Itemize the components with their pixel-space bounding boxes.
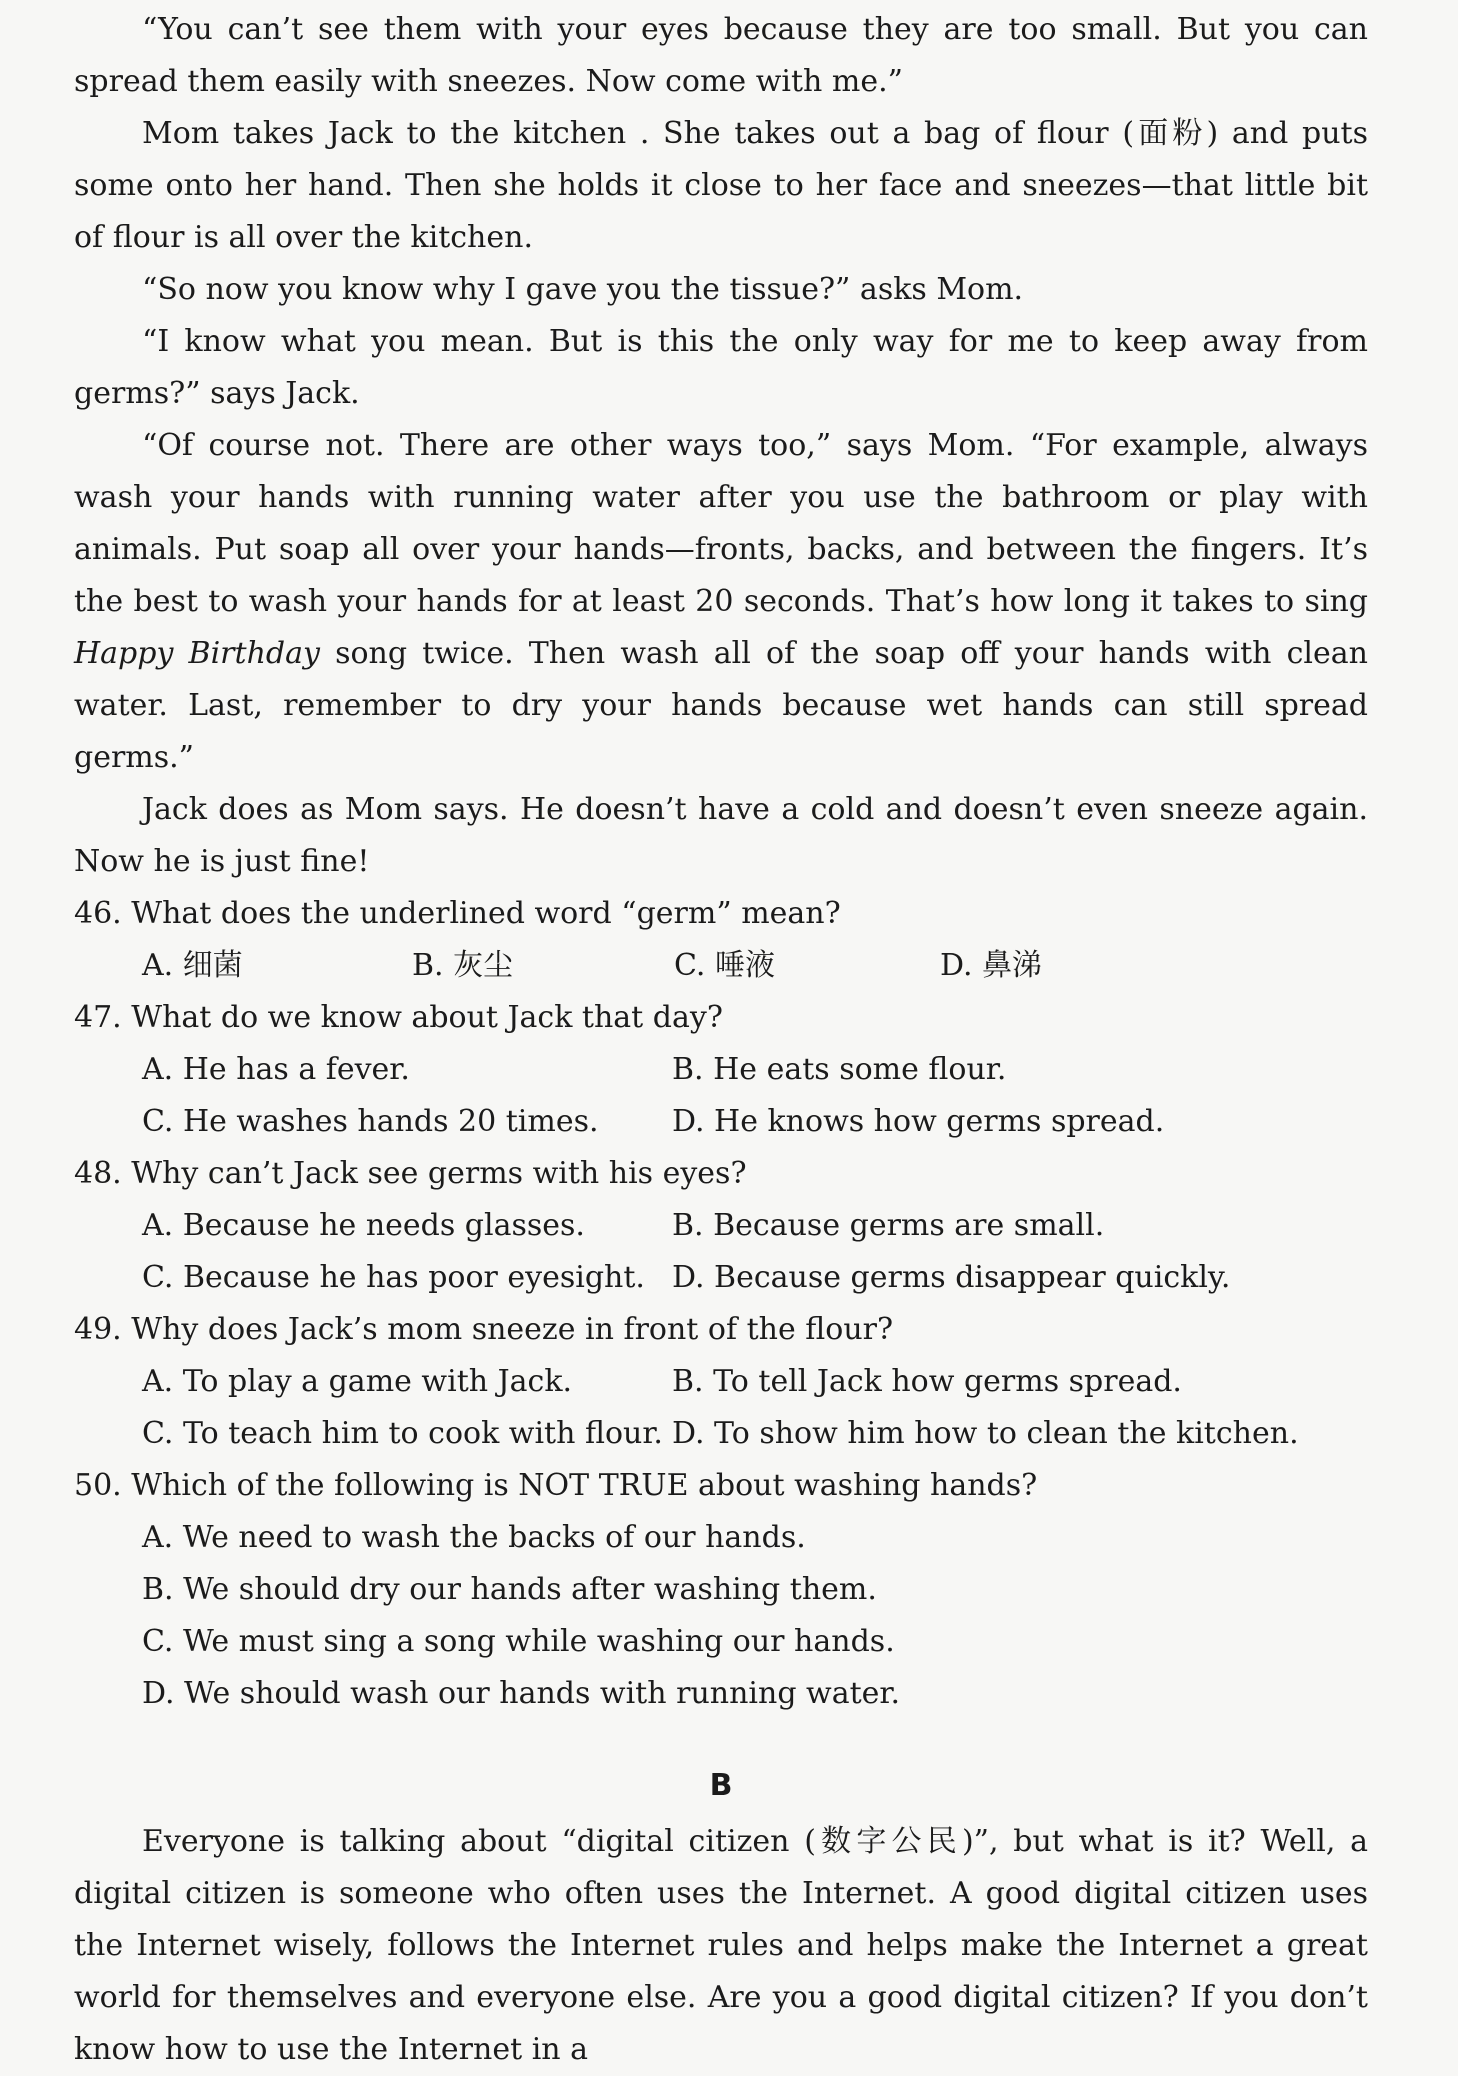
- question-options: [142, 1200, 1368, 1304]
- story-paragraph-5: [74, 420, 1368, 784]
- question-stem: 46. What does the underlined word “germ” mean?: [74, 896, 841, 931]
- option-c: C. We must sing a song while washing our hands.: [142, 1624, 895, 1659]
- option-b: B. Because germs are small.: [672, 1208, 1105, 1243]
- question-stem: 48. Why can’t Jack see germs with his eyes?: [74, 1156, 747, 1191]
- story-paragraph-4: “I know what you mean. But is this the only way for me to keep away from germs?” says Jack.: [74, 324, 1368, 411]
- section-b-title: B: [709, 1768, 733, 1803]
- option-a: A. 细菌: [142, 948, 243, 983]
- question-47: [74, 992, 1368, 1148]
- story-paragraph-3: “So now you know why I gave you the tissue?” asks Mom.: [142, 272, 1024, 307]
- question-options: [142, 1356, 1368, 1460]
- option-d: D. Because germs disappear quickly.: [672, 1260, 1231, 1295]
- question-stem: 49. Why does Jack’s mom sneeze in front of the flour?: [74, 1312, 894, 1347]
- option-a: A. To play a game with Jack.: [142, 1364, 573, 1399]
- option-c: C. He washes hands 20 times.: [142, 1104, 599, 1139]
- story-paragraph-5-part-1: “Of course not. There are other ways too,” says Mom. “For example, always wash your hands with running water after you use the bathroom or play with animals. Put soap all over your hands—fronts, backs, and between the fingers. It’s the best to wash your hands for at least 20 seconds. That’s how long it takes to sing: [74, 428, 1368, 619]
- story-paragraph-2: Mom takes Jack to the kitchen . She takes out a bag of flour (面粉) and puts some onto her hand. Then she holds it close to her face and sneezes—that little bit of flour is all over the kitchen.: [74, 116, 1368, 255]
- story-paragraph-6: Jack does as Mom says. He doesn’t have a cold and doesn’t even sneeze again. Now he is just fine!: [74, 792, 1368, 879]
- question-stem: 47. What do we know about Jack that day?: [74, 1000, 723, 1035]
- question-options: [142, 1512, 1368, 1720]
- question-options: [142, 1044, 1368, 1148]
- option-a: A. Because he needs glasses.: [142, 1208, 585, 1243]
- song-title: Happy Birthday: [74, 636, 320, 671]
- option-b: B. We should dry our hands after washing them.: [142, 1572, 877, 1607]
- question-48: [74, 1148, 1368, 1304]
- question-50: [74, 1460, 1368, 1720]
- section-b-paragraph-1: Everyone is talking about “digital citizen (数字公民)”, but what is it? Well, a digital citizen is someone who often uses the Internet. A good digital citizen uses the Internet wisely, follows the Internet rules and helps make the Internet a great world for themselves and everyone else. Are you a good digital citizen? If you don’t know how to use the Internet in a: [74, 1824, 1368, 2067]
- option-d: D. He knows how germs spread.: [672, 1104, 1165, 1139]
- option-d: D. 鼻涕: [940, 948, 1043, 983]
- question-stem: 50. Which of the following is NOT TRUE about washing hands?: [74, 1468, 1038, 1503]
- option-c: C. To teach him to cook with flour.: [142, 1416, 663, 1451]
- option-b: B. To tell Jack how germs spread.: [672, 1364, 1182, 1399]
- question-46: [74, 888, 1368, 992]
- option-b: B. He eats some flour.: [672, 1052, 1007, 1087]
- option-a: A. He has a fever.: [142, 1052, 410, 1087]
- option-c: C. 唾液: [674, 948, 775, 983]
- story-paragraph-1: “You can’t see them with your eyes because they are too small. But you can spread them easily with sneezes. Now come with me.”: [74, 12, 1368, 99]
- option-d: D. To show him how to clean the kitchen.: [672, 1416, 1299, 1451]
- story-paragraph-5-part-2: song twice. Then wash all of the soap off your hands with clean water. Last, remember to dry your hands because wet hands can still spread germs.”: [74, 636, 1368, 775]
- option-d: D. We should wash our hands with running water.: [142, 1676, 901, 1711]
- option-c: C. Because he has poor eyesight.: [142, 1260, 645, 1295]
- question-options: [142, 940, 1368, 992]
- option-b: B. 灰尘: [412, 948, 514, 983]
- question-49: [74, 1304, 1368, 1460]
- option-a: A. We need to wash the backs of our hands.: [142, 1520, 806, 1555]
